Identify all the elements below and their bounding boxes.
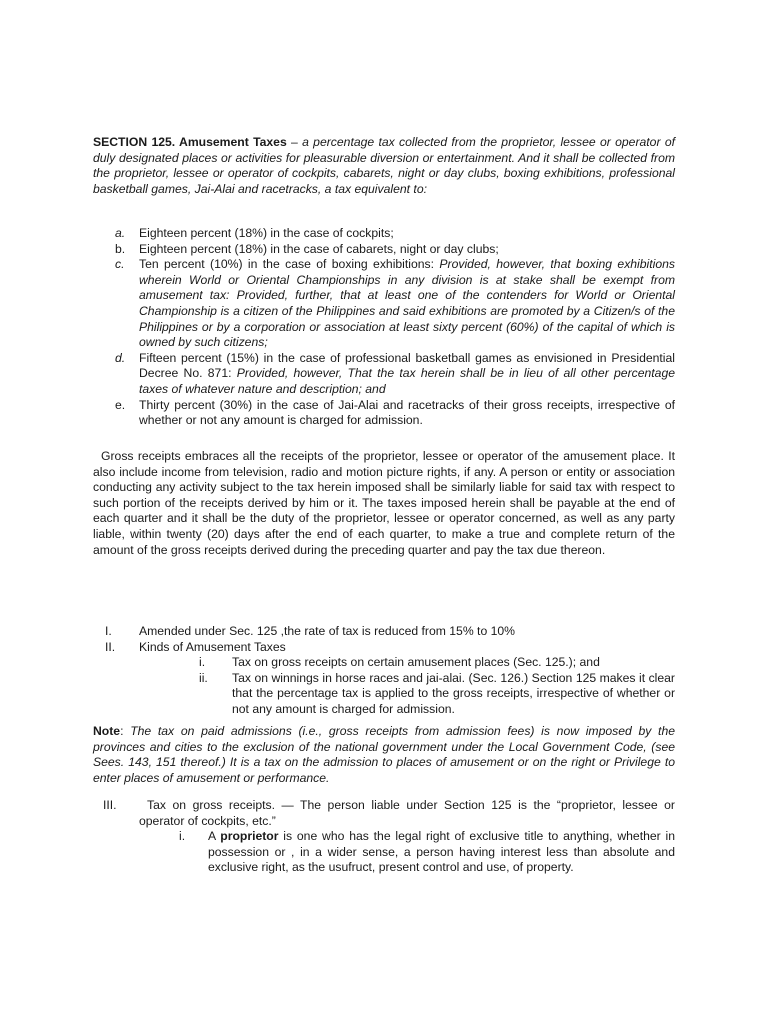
note-paragraph [93, 724, 675, 786]
list-item [93, 351, 675, 398]
proprietor-term: proprietor [220, 829, 279, 844]
list-item [93, 640, 675, 656]
list-item-text: Kinds of Amusement Taxes [139, 639, 286, 654]
roman-list-continued [93, 798, 675, 876]
list-marker: I. [105, 624, 112, 638]
list-item-text: Tax on winnings in horse races and jai-alai. (Sec. 126.) Section 125 makes it clear that the percentage tax is applied to the gross receipts, irrespective of whether or not any amount is charged for admission. [232, 670, 675, 716]
intro-paragraph [93, 135, 675, 197]
sub-list-item [93, 655, 675, 671]
note-colon: : [120, 724, 131, 738]
list-item-text: Ten percent (10%) in the case of boxing exhibitions: [139, 257, 440, 272]
sub-item-prefix: A [208, 829, 221, 844]
list-marker: c. [115, 257, 125, 272]
section-heading: SECTION 125. Amusement Taxes [93, 135, 287, 149]
list-marker: i. [199, 655, 206, 670]
list-marker: i. [179, 829, 186, 844]
list-item-text: Fifteen percent (15%) in the case of professional basketball games as envisioned in Presidential Decree No. 871: [139, 350, 675, 381]
list-marker: II. [105, 639, 116, 654]
list-item [93, 257, 675, 351]
list-item-text: Amended under Sec. 125 ,the rate of tax is reduced from 15% to 10% [139, 624, 516, 638]
list-item-proviso: Provided, however, That the tax herein shall be in lieu of all other percentage taxes of whatever nature and description; and [139, 366, 676, 396]
list-item-text: is one who has the legal right of exclusive title to anything, whether in possession or , in a wider sense, a person having interest less than absolute and exclusive right, as the usufruct, present control and use, of property. [208, 829, 675, 875]
note-text: The tax on paid admissions (i.e., gross receipts from admission fees) is now imposed by the provinces and cities to the exclusion of the national government under the Local Government Code, (see Sees. 143, 151 thereof.) It is a tax on the admission to places of amusement or on the right or Privilege to enter places of amusement or performance. [93, 724, 675, 785]
list-item-text: Eighteen percent (18%) in the case of cabarets, night or day clubs; [139, 241, 499, 256]
intro-text: a percentage tax collected from the proprietor, lessee or operator of duly designated places or activities for pleasurable diversion or entertainment. And it shall be collected from the proprietor, lessee or operator of cockpits, cabarets, night or day clubs, boxing exhibitions, professional basketball games, Jai-Alai and racetracks, a tax equivalent to: [93, 135, 675, 196]
list-item [93, 226, 675, 242]
list-marker: III. [103, 798, 117, 812]
note-label: Note [93, 724, 121, 738]
list-item [93, 242, 675, 258]
sub-list-item [93, 829, 675, 876]
list-marker: e. [115, 397, 126, 412]
list-marker: ii. [199, 670, 208, 685]
list-item [93, 798, 675, 829]
rate-list [93, 226, 675, 429]
roman-list [93, 624, 675, 718]
list-marker: d. [115, 350, 126, 365]
heading-dash: – [286, 135, 303, 149]
list-item [93, 624, 675, 640]
sub-list-item [93, 671, 675, 718]
list-item-proviso: Provided, however, that boxing exhibitions wherein World or Oriental Championships in any division is at stake shall be exempt from amusement tax: Provided, further, that at least one of the contenders for World or Oriental Championship is a citizen of the Philippines and said exhibitions are promoted by a Citizen/s of the Philippines or by a corporation or association at least sixty percent (60%) of the capital of which is owned by such citizens; [139, 257, 675, 350]
list-marker: b. [115, 241, 126, 256]
list-item-text: Thirty percent (30%) in the case of Jai-Alai and racetracks of their gross receipts, irrespective of whether or not any amount is charged for admission. [139, 397, 675, 428]
list-item-text: Tax on gross receipts. — The person liable under Section 125 is the “proprietor, lessee or operator of cockpits, etc.” [139, 798, 675, 828]
gross-receipts-paragraph: Gross receipts embraces all the receipts of the proprietor, lessee or operator of the amusement place. It also include income from television, radio and motion picture rights, if any. A person or entity or association conducting any activity subject to the tax herein imposed shall be similarly liable for said tax with respect to such portion of the receipts derived by him or it. The taxes imposed herein shall be payable at the end of each quarter and it shall be the duty of the proprietor, lessee or operator concerned, as well as any party liable, within twenty (20) days after the end of each quarter, to make a true and complete return of the amount of the gross receipts derived during the preceding quarter and pay the tax due thereon. [93, 449, 675, 557]
list-item [93, 398, 675, 429]
list-item-text: Tax on gross receipts on certain amusement places (Sec. 125.); and [232, 655, 600, 670]
list-item-text: Eighteen percent (18%) in the case of cockpits; [139, 226, 394, 240]
list-marker: a. [115, 226, 126, 240]
